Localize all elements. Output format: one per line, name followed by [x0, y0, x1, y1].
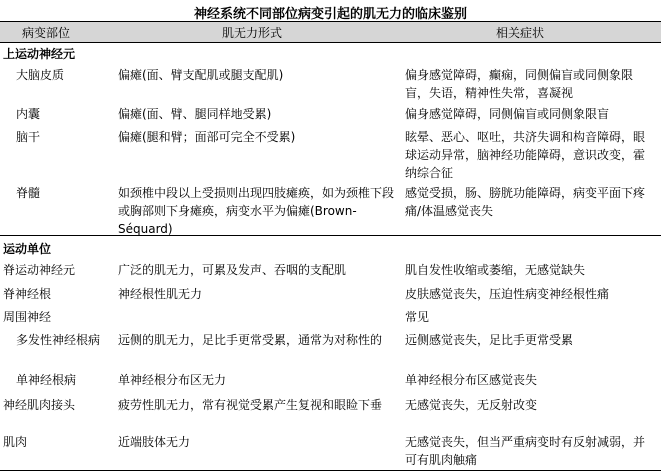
row-weakness: 远侧的肌无力，足比手更常受累，通常为对称性的 [118, 333, 383, 347]
section-label-motor-unit: 运动单位 [3, 242, 52, 256]
section-label-upper-motor-neuron: 上运动神经元 [3, 47, 76, 61]
row-symptoms: 无感觉丧失，无反射改变 [405, 398, 538, 412]
row-site: 脊运动神经元 [3, 263, 76, 277]
row-site: 肌肉 [3, 435, 28, 449]
header-weakness: 肌无力形式 [222, 26, 283, 40]
row-weakness: 如颈椎中段以上受损则出现四肢瘫痪，如为颈椎下段或胸部则下身瘫痪，病变水平为偏瘫(Brown-Séquard) [118, 186, 395, 236]
row-weakness: 疲劳性肌无力，常有视觉受累产生复视和眼睑下垂 [118, 398, 383, 412]
row-site: 单神经根病 [16, 373, 77, 387]
row-symptoms: 常见 [405, 310, 430, 324]
row-weakness: 神经根性肌无力 [118, 287, 203, 301]
row-weakness: 单神经根分布区无力 [118, 373, 227, 387]
row-symptoms: 偏身感觉障碍，癫痫，同侧偏盲或同侧象限盲，失语，精神性失常，喜凝视 [405, 68, 634, 100]
row-weakness: 偏瘫(面、臂、腿同样地受累) [118, 107, 272, 121]
row-symptoms: 皮肤感觉丧失，压迫性病变神经根性痛 [405, 287, 610, 301]
header-background [0, 22, 661, 42]
header-symptoms: 相关症状 [496, 26, 545, 40]
table-title: 神经系统不同部位病变引起的肌无力的临床鉴别 [193, 7, 467, 22]
row-site: 脑干 [16, 130, 41, 144]
row-symptoms: 肌自发性收缩或萎缩，无感觉缺失 [405, 263, 586, 277]
row-site: 脊髓 [16, 186, 41, 200]
section-divider [0, 235, 661, 236]
row-site: 多发性神经根病 [16, 333, 101, 347]
row-weakness: 近端肢体无力 [118, 435, 191, 449]
row-symptoms: 偏身感觉障碍，同侧偏盲或同侧象限盲 [405, 107, 610, 121]
row-symptoms: 感觉受损，肠、膀胱功能障碍，病变平面下疼痛/体温感觉丧失 [405, 186, 646, 218]
row-symptoms: 眩晕、恶心、呕吐，共济失调和构音障碍，眼球运动异常，脑神经功能障碍，意识改变，霍纳综合征 [405, 130, 646, 180]
row-site: 神经肌肉接头 [3, 398, 76, 412]
row-weakness: 偏瘫(面、臂支配肌或腿支配肌) [118, 68, 284, 82]
row-weakness: 偏瘫(腿和臂；面部可完全不受累) [118, 130, 296, 144]
header-site: 病变部位 [22, 26, 71, 40]
header-rule [0, 42, 661, 43]
row-symptoms: 远侧感觉丧失，足比手更常受累 [405, 333, 574, 347]
bottom-rule [0, 470, 661, 471]
row-site: 周围神经 [3, 310, 52, 324]
row-weakness: 广泛的肌无力，可累及发声、吞咽的支配肌 [118, 263, 347, 277]
row-site: 大脑皮质 [16, 68, 65, 82]
row-site: 脊神经根 [3, 287, 52, 301]
row-symptoms: 单神经根分布区感觉丧失 [405, 373, 538, 387]
row-site: 内囊 [16, 107, 41, 121]
row-symptoms: 无感觉丧失，但当严重病变时有反射减弱，并可有肌肉触痛 [405, 435, 646, 467]
